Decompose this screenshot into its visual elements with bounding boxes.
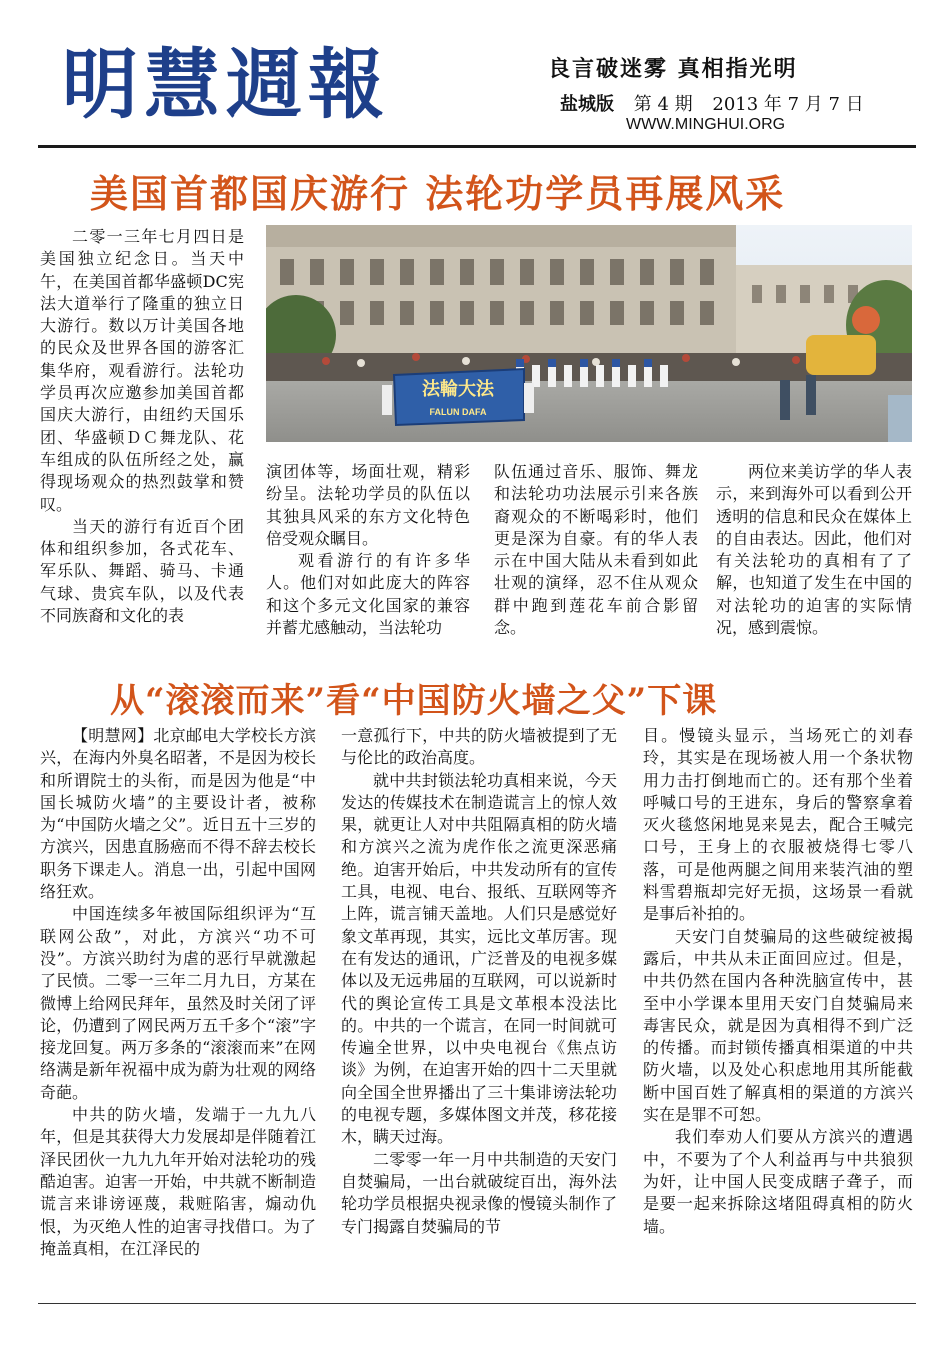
site-url: WWW.MINGHUI.ORG: [626, 116, 786, 133]
article2-col2-p3: 二零零一年一月中共制造的天安门自焚骗局，一出台就破绽百出，海外法轮功学员根据央视录像的慢镜头制作了专门揭露自焚骗局的节: [341, 1149, 617, 1236]
article1-headline: 美国首都国庆游行 法轮功学员再展风采: [90, 171, 786, 216]
article2-col1-p1: 【明慧网】北京邮电大学校长方滨兴，在海内外臭名昭著，不是因为校长和所谓院士的头衔，而是因为他是“中国长城防火墙”的主要设计者，被称为“中国防火墙之父”。近日五十三岁的方滨兴，因患直肠癌而不得不辞去校长职务下课走人。消息一出，引起中国网络狂欢。: [40, 726, 316, 902]
banner-subtext: FALUN DAFA: [429, 407, 487, 417]
article1-col2-p1: 演团体等，场面壮观，精彩纷呈。法轮功学员的队伍以其独具风采的东方文化特色倍受观众瞩目。: [266, 462, 470, 548]
article1-col3: [494, 461, 698, 639]
article1-col3-p1: 队伍通过音乐、服饰、舞龙和法轮功功法展示引来各族裔观众的不断喝彩时，他们更是深为自豪。有的华人表示在中国大陆从未看到如此壮观的演绎，忍不住从观众群中跑到莲花车前合影留念。: [494, 462, 698, 638]
issue-date: 2013 年 7 月 7 日: [712, 94, 864, 115]
masthead-title: 明慧週報: [62, 40, 390, 129]
article1-col4-p1: 两位来美访学的华人表示，来到海外可以看到公开透明的信息和民众在媒体上的自由表达。因此，他们对有关法轮功的真相有了了解，也知道了发生在中国的对法轮功的迫害的实际情况，感到震惊。: [716, 462, 912, 638]
article2-col1: [40, 725, 316, 1260]
article1-col1: [40, 226, 244, 627]
article2-col3: [643, 725, 913, 1238]
banner-text: 法輪大法: [422, 379, 494, 400]
masthead-rule: [38, 145, 916, 148]
article2-col3-p1: 目。慢镜头显示，当场死亡的刘春玲，其实是在现场被人用一个条状物用力击打倒地而亡的。还有那个坐着呼喊口号的王进东，身后的警察拿着灭火毯悠闲地晃来晃去，配合王喊完口号，王身上的衣服被烧得七零八落，可是他两腿之间用来装汽油的塑料雪碧瓶却完好无损，这场景一看就是事后补拍的。: [643, 726, 913, 924]
article1-col1-p1: 二零一三年七月四日是美国独立纪念日。当天中午，在美国首都华盛顿DC宪法大道举行了隆重的独立日大游行。数以万计美国各地的民众及世界各国的游客汇集华府，观看游行。法轮功学员再次应邀参加美国首都国庆大游行，由纽约天国乐团、华盛顿ＤＣ舞龙队、花车组成的队伍所经之处，赢得现场观众的热烈鼓掌和赞叹。: [40, 227, 244, 514]
parade-photo: [266, 225, 912, 442]
article2-col3-p3: 我们奉劝人们要从方滨兴的遭遇中，不要为了个人利益再与中共狼狈为奸，让中国人民变成瞎子聋子，而是要一起来拆除这堵阻碍真相的防火墙。: [643, 1127, 913, 1236]
footer-rule: [38, 1303, 916, 1304]
masthead-slogan: 良言破迷雾 真相指光明: [548, 56, 798, 82]
article2-col2: [341, 725, 617, 1238]
article2-headline: 从“滚滚而来”看“中国防火墙之父”下课: [110, 681, 718, 721]
issue-line: [560, 90, 900, 116]
article1-col1-p2: 当天的游行有近百个团体和组织参加，各式花车、军乐队、舞蹈、骑马、卡通气球、贵宾车队，以及代表不同族裔和文化的表: [40, 516, 244, 626]
issue-number: 第 4 期: [633, 94, 693, 115]
article1-col2-p2: 观看游行的有许多华人。他们对如此庞大的阵容和这个多元文化国家的兼容并蓄尤感触动，当法轮功: [266, 551, 470, 638]
article2-col1-p2: 中国连续多年被国际组织评为“互联网公敌”，对此，方滨兴“功不可没”。方滨兴助纣为虐的恶行早就激起了民愤。二零一三年二月九日，方某在微博上给网民拜年，虽然及时关闭了评论，仍遭到了网民两万五千多个“滚”字接龙回复。两万多条的“滚滚而来”在网络满是新年祝福中成为蔚为壮观的网络奇葩。: [40, 904, 316, 1102]
article1-col4: [716, 461, 912, 639]
article2-col2-p1: 一意孤行下，中共的防火墙被提到了无与伦比的政治高度。: [341, 726, 617, 768]
article1-col2: [266, 461, 470, 639]
article2-col3-p2: 天安门自焚骗局的这些破绽被揭露后，中共从未正面回应过。但是，中共仍然在国内各种洗脑宣传中，甚至中小学课本里用天安门自焚骗局来毒害民众，就是因为真相得不到广泛的传播。而封锁传播真相渠道的中共防火墙，以及处心积虑地用其所能截断中国百姓了解真相的渠道的方滨兴实在是罪不可恕。: [643, 926, 913, 1125]
edition-label: 盐城版: [560, 94, 614, 115]
article2-col2-p2: 就中共封锁法轮功真相来说，今天发达的传媒技术在制造谎言上的惊人效果，就更让人对中共阻隔真相的防火墙和方滨兴之流为虎作伥之流更深恶痛绝。迫害开始后，中共发动所有的宣传工具，电视、电台、报纸、互联网等齐上阵，谎言铺天盖地。人们只是感觉好象文革再现，其实，远比文革厉害。现在有发达的通讯，广泛普及的电视多媒体以及无远弗届的互联网，可以说新时代的舆论宣传工具是文革根本没法比的。中共的一个谎言，在同一时间就可传遍全世界，以中央电视台《焦点访谈》为例，在迫害开始的四十二天里就向全国全世界播出了三十集诽谤法轮功的电视专题，多媒体图文并茂，移花接木，瞒天过海。: [341, 770, 617, 1147]
article2-col1-p3: 中共的防火墙，发端于一九九八年，但是其获得大力发展却是伴随着江泽民团伙一九九九年开始对法轮功的残酷迫害。迫害一开始，中共就不断制造谎言来诽谤诬蔑，栽赃陷害，煽动仇恨，为灭绝人性的迫害寻找借口。为了掩盖真相，在江泽民的: [40, 1105, 316, 1258]
